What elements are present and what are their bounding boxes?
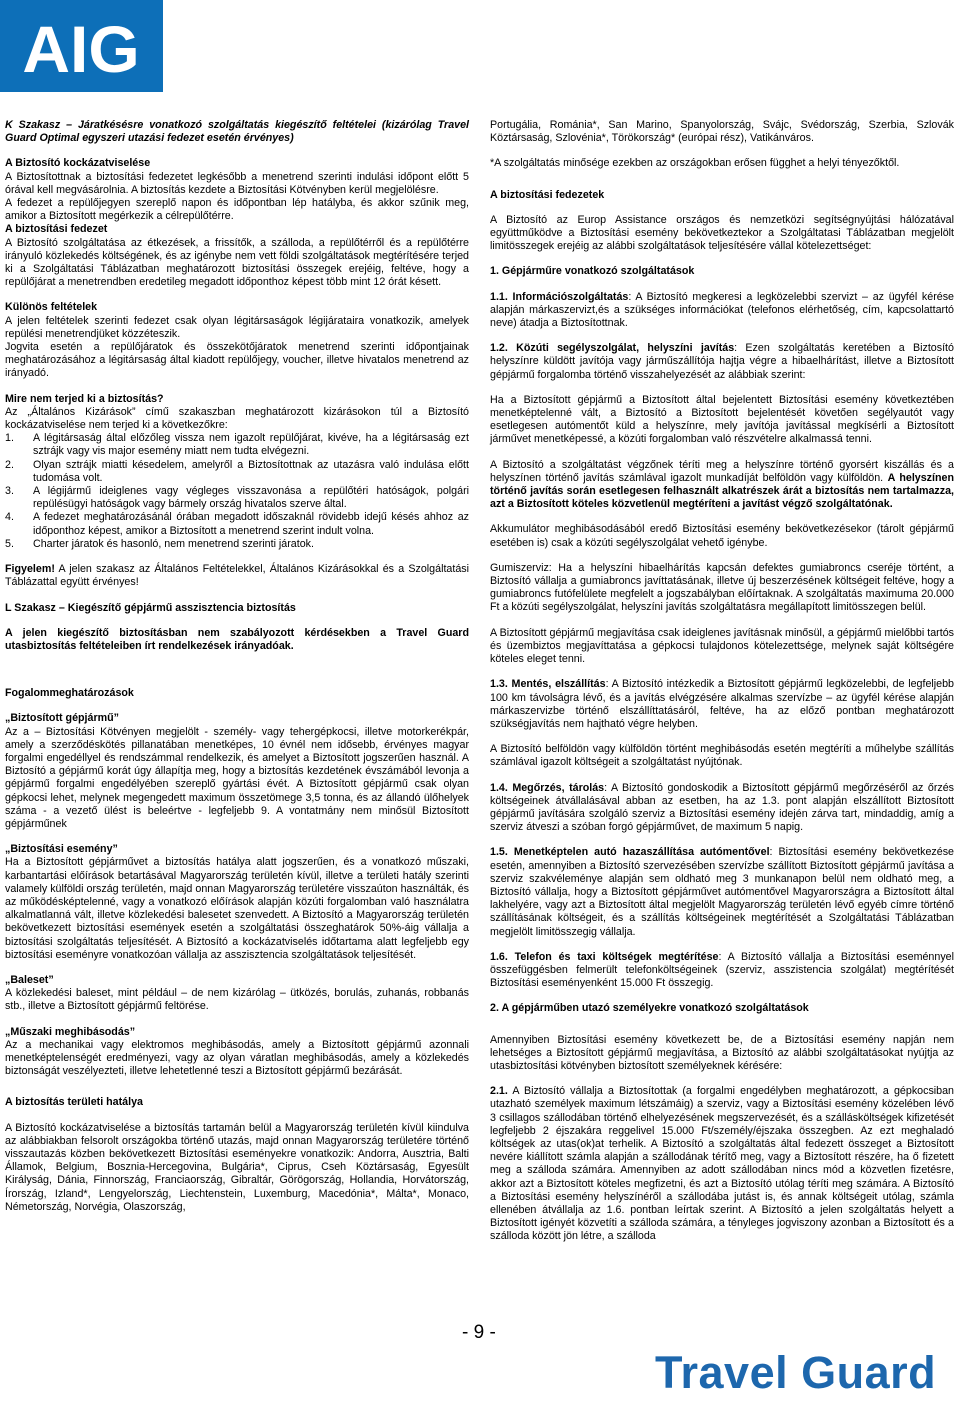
fedezetek-heading: A biztosítási fedezetek [490,188,605,201]
aig-logo-mark [0,0,163,92]
page-number: - 9 - [462,1322,496,1343]
teruleti-heading: A biztosítás területi hatálya [5,1096,143,1109]
left-column [5,119,469,1214]
section-k-title: K Szakasz – Járatkésésre vonatkozó szolgáltatás kiegészítő feltételei (kizárólag Travel Guard Optimal egyszeri utazási fedezet esetén érvényes) [5,119,469,145]
section-1-3-paragraph-2: A Biztosító belföldön vagy külföldön történt meghibásodás esetén megtéríti a műhelybe szállítás számlával igazolt költségeit a szolgáltatást nyújtónak. [490,743,954,769]
section-2-1: 2.1. A Biztosító vállalja a Biztosítottak (a forgalmi engedélyben meghatározott, a gépkocsiban utazható személyek maximum létszámáig) a szerviz, vagy a Biztosítási esemény közelében lévő 3 csillagos szállodában történő elhelyezésének megszervezését, és a szállásköltségek kifizetését legfeljebb 2 éjszakára reggelivel 15.000 Ft/személy/éjszaka összegben. Az ezt meghaladó költségek az utas(ok)at terhelik. A Biztosító a szolgáltatás által fedezett összeget a Biztosított nevére kiállított számla alapján a szállodának térítő meg, vagy a Biztosított részére, ha ő fizetett meg a szálloda számára. Amennyiben az adott szállodában nincs mód a közvetlen fizetésre, akkor azt a Biztosított köteles megfizetni, és azt a Biztosító utólag téríti meg számára. A Biztosító a Biztosítási esemény helyszínéről a szállodába jutást is, és annak költségeit utólag, számla ellenében átvállalja az 1.6. pontban leírtak szerint. A Biztosító a jelen szolgáltatás helyett a Biztosított igényét közvetíti a szálloda számára, a tényleges jogviszony azonban a Biztosított és a szálloda között jön létre, a szálloda [490,1085,954,1243]
section-1-6: 1.6. Telefon és taxi költségek megtérítése: A Biztosító vállalja a Biztosítási eseménnyel összefüggésben felmerült telefonköltségeinek (szerviz, asszistencia szolgálat) megtérítését Biztosítási eseményenként 15.000 Ft összegig. [490,950,954,990]
teruleti-paragraph: A Biztosító kockázatviselése a biztosítás tartamán belül a Magyarország területén kívül kiindulva az alábbiakban felsorolt országokba történő utazás, majd onnan Magyarország területére történő visszautazás közben bekövetkezett Biztosítási eseményekre vonatkozik: Andorra, Ausztria, Balti Államok, Belgium, Bosznia-Hercegovina, Bulgária*, Ciprus, Cseh Köztársaság, Egyesült Királyság, Dánia, Finnország, Franciaország, Gibraltár, Görögország, Hollandia, Horvátország, Írország, Izland*, Lengyelország, Liechtenstein, Luxemburg, Macedónia*, Málta*, Monaco, Németország, Norvégia, Olaszország, [5,1121,469,1213]
fedezetek-paragraph: A Biztosító az Europ Assistance országos és nemzetközi segítségnyújtási hálózatával együttműködve a Biztosítási esemény bekövetkeztekor a Szolgáltatasi Táblázatban megjelölt limitösszegek erejéig az alábbi szolgáltatások teljesítésére vállal kötelezettséget: [490,213,954,253]
aig-logo [0,0,163,92]
section-l-intro: A jelen kiegészítő biztosításban nem szabályozott kérdésekben a Travel Guard utasbiztosítás feltételeiben írt rendelkezések irányadóak. [5,626,469,652]
gepjarmu-paragraph: Az a – Biztosítási Kötvényen megjelölt - személy- vagy tehergépkocsi, illetve motorkerékpár, amely a szerződéskötés pillanatában menetképes, 10 évnél nem idősebb, érvényes magyar forgalmi engedéllyel és rendszámmal rendelkezik, és amelyet a Biztosított jogszerűen használ. A Biztosító a gépjármű korát úgy állapítja meg, hogy a biztosítás kezdetének évszámából levonja a gépjármű forgalmi engedélyében szereplő gyártási évét. A Biztosított gépjármű csak olyan gépkocsi lehet, melynek megengedett maximum összetömege 3,5 tonna, és az állandó ülőhelyek száma - a vezető ülést is beleértve - legfeljebb 9. A vontatmány nem minősül Biztosított gépjárműnek [5,725,469,830]
fogalom-heading: Fogalommeghatározások [5,687,134,700]
kulonos-paragraph-2: Jogvita esetén a repülőjáratok és összekötőjáratok menetrend szerinti időpontjainak meghatározásához a légitársaság által kiadott repülőjegy, voucher, illetve hivatalos menetrend az irányadó. [5,341,469,380]
kulonos-paragraph-1: A jelen feltételek szerinti fedezet csak olyan légitársaságok légijárataira vonatkozik, amelyek repülési menetrendjüket közzéteszik. [5,314,469,340]
section-1-1: 1.1. Információszolgáltatás: A Biztosító megkeresi a legközelebbi szervizt – az ügyfél kérése alapján márkaszervizt,és a szükséges információkat (telefonos elérhetőség, cím, kapcsolattartó neve) átadja a Biztosítottnak. [490,290,954,330]
kockazat-paragraph-2: A fedezet a repülőjegyen szereplő napon és időpontban lép hatályba, és akkor szűnik meg, amikor a Biztosított megérkezik a célrepülőtérre. [5,197,469,223]
baleset-paragraph: A közlekedési baleset, mint például – de nem kizárólag – ütközés, borulás, zuhanás, robbanás stb., illetve a Biztosított gépjármű feltörése. [5,987,469,1013]
muszaki-heading: „Műszaki meghibásodás” [5,1025,136,1038]
esemeny-heading: „Biztosítási esemény” [5,843,118,856]
fedezet-heading: A biztosítási fedezet [5,223,108,236]
section-2-heading: 2. A gépjárműben utazó személyekre vonatkozó szolgáltatások [490,1002,809,1015]
exclusion-item: 3. A légijármű ideiglenes vagy végleges visszavonása a repülőtéri hatóságok, polgári repülésügyi hatóságok vagy bármely ország hivatalos szerve által. [5,485,469,511]
figyelem-note: Figyelem! A jelen szakasz az Általános Feltételekkel, Általános Kizárásokkal és a Szolgáltatási Táblázattal együtt érvényes! [5,563,469,589]
exclusion-list [5,432,469,551]
section-1-heading: 1. Gépjárműre vonatkozó szolgáltatások [490,265,695,278]
section-1-2-paragraph-3: A Biztosító a szolgáltatást végzőnek téríti meg a helyszínre történő gyorsért kiszállás és a helyszínen történő javítás számlával igazolt munkadíját belföldön vagy külföldön. A helyszínen történő javítás során esetlegesen felhasznált alkatrészek árát a biztosítás nem tartalmazza, azt a Biztosított köteles közvetlenül megtéríteni a javítást végző szolgáltatónak. [490,458,954,511]
section-1-2: 1.2. Közúti segélyszolgálat, helyszíni javítás: Ezen szolgáltatás keretében a Biztosító helyszínre küldött javítója vagy járműszállítója hajtja végre a hibaelhárítást, illetve a Biztosított gépjármű forgalomba történő visszahelyezését az alábbiak szerint: [490,342,954,381]
exclusion-item: 1. A légitársaság által előzőleg vissza nem igazolt repülőjárat, kivéve, ha a légitársaság ezt sztrájk vagy vis major esemény miatt nem tudta elvégezni. [5,432,469,458]
right-column [490,119,954,1244]
travel-guard-logo: Travel Guard [655,1347,937,1398]
section-1-2-paragraph-5: Gumiszerviz: Ha a helyszíni hibaelhárítás kapcsán defektes gumiabroncs cseréje történt, a Biztosító vállalja a gumiabroncs javíttatásának, illetve új beszerzésének költségeit feltéve, hogy a gumiabroncs futófelülete megfelelt a jogszabályban előírtaknak. A szolgáltatás maximuma 20.000 Ft a közúti segélyszolgálat, helyszíni javítás szolgáltatásra megállapított limitösszegen belül. [490,561,954,614]
mire-paragraph: Az „Általános Kizárások” című szakaszban meghatározott kizárásokon túl a Biztosító kockázatviselése nem terjed ki a következőkre: [5,405,469,432]
aig-logo-text: AIG [22,12,140,86]
exclusion-item: 2. Olyan sztrájk miatti késedelem, amelyről a Biztosítottnak az utazásra való indulása előtt tudomása volt. [5,458,469,484]
section-1-2-paragraph-4: Akkumulátor meghibásodásából eredő Biztosítási esemény bekövetkezésekor (tárolt gépjármű esetében is) csak a közúti segélyszolgálat vehető igénybe. [490,523,954,549]
section-1-2-paragraph-2: Ha a Biztosított gépjármű a Biztosított által bejelentett Biztosítási esemény következtében menetképtelenné vált, a Biztosító a Biztosított bejelentését követően segélyautót vagy esetlegesen autómentőt küld a helyszínre, mely javítója javítással megkísérli a Biztosított járművet menetképessé, a közúti forgalomban való részvételre alkalmassá tenni. [490,393,954,446]
section-1-3: 1.3. Mentés, elszállítás: A Biztosító intézkedik a Biztosított gépjármű legközelebbi, de legfeljebb 100 km távolságra lévő, és a javítás elvégzésére alkalmas szervízbe – az ügyfél kérése alapján márkaszervizbe történő elszállíttatásáról, feltéve, ha az előző pontban meghatározott szükségjavítás nem hajtható végre helyben. [490,678,954,730]
muszaki-paragraph: Az a mechanikai vagy elektromos meghibásodás, amely a Biztosított gépjármű azonnali menetképtelenségét eredményezi, vagy az olyan váratlan meghibásodás, amely a közlekedés biztonságát veszélyezteti, illetve lehetetlenné teszi a Biztosított gépjármű bezárását. [5,1038,469,1078]
countries-continued: Portugália, Románia*, San Marino, Spanyolország, Svájc, Svédország, Szerbia, Szlovák Köztársaság, Szlovénia*, Törökország* (európai rész), Vatikánváros. [490,119,954,145]
quality-note: *A szolgáltatás minősége ezekben az országokban erősen függhet a helyi tényezőktől. [490,157,900,170]
section-1-2-paragraph-6: A Biztosított gépjármű megjavítása csak ideiglenes javításnak minősül, a gépjármű mielőbbi tartós és üzembiztos megjavíttatása a gépkocsi tulajdonos kötelezettsége, melynek saját költségére köteles eleget tenni. [490,626,954,666]
exclusion-item: 4. A fedezet meghatározásánál órában megadott időszaknál rövidebb idejű késés ahhoz az időponthoz képest, amikor a Biztosított a menetrend szerint indult volna. [5,511,469,537]
section-l-title: L Szakasz – Kiegészítő gépjármű asszisztencia biztosítás [5,601,296,614]
section-1-4: 1.4. Megőrzés, tárolás: A Biztosító gondoskodik a Biztosított gépjármű megőrzéséről az őrzés költségeinek átvállalásával abban az esetben, ha az 1.3. pont alapján elszállított Biztosított gépjármű javítására szolgáló szerviz a Biztosítási esemény idején zárva tart, mindaddig, amíg a szerviz átveszi a szóban forgó gépjárművet, de maximum 5 napig. [490,781,955,834]
exclusion-item: 5. Charter járatok és hasonló, nem menetrend szerinti járatok. [5,537,314,550]
mire-heading: Mire nem terjed ki a biztosítás? [5,392,164,405]
section-2-paragraph: Amennyiben Biztosítási esemény következett be, de a Biztosítási esemény napján nem lehetséges a Biztosított gépjármű megjavítása, a Biztosító az alábbi szolgáltatásokat nyújtja az utasbiztosítási kötvényben biztosított személyeknek kérésére: [490,1033,954,1072]
gepjarmu-heading: „Biztosított gépjármű” [5,712,119,725]
kulonos-heading: Különös feltételek [5,301,98,314]
esemeny-paragraph: Ha a Biztosított gépjárművet a biztosítás hatálya alatt jogszerűen, és a vonatkozó műszaki, karbantartási előírások betartásával Magyarország területén kívül, illetve a területi hatály szerinti valamely külföldi ország területén, majd onnan Magyarország területére visszaúton használták, és az működésképtelenné, vagy a vonatkozó előírások alapján közúti forgalomban való használatra alkalmatlanná vált, illetve közlekedési balesetet szenvedett. A Biztosító a Magyarország területén bekövetkezett biztosítási események esetén a szolgáltatási összeghatárok 50%-áig vállalja a biztosítási szolgáltatás teljesítését. A Biztosító a kockázatviselés időtartama alatt legfeljebb egy biztosítási eseményre vonatkozóan vállalja az asszisztencia szolgáltatások teljesítését. [5,856,469,961]
fedezet-paragraph: A Biztosító szolgáltatása az étkezések, a frissítők, a szálloda, a repülőtérről és a repülőtérre irányuló közlekedés költségének, és az igénybe nem vett földi szolgáltatások megtérítésére terjed ki a Szolgáltatási Táblázatban meghatározott biztosítási összegek erejéig, feltéve, hogy a repülőjárat a menetrendben eredetileg megadott időponthoz képest több mint 12 órát késett. [5,236,469,289]
baleset-heading: „Baleset” [5,973,54,986]
kockazat-paragraph-1: A Biztosítottnak a biztosítási fedezetet legkésőbb a menetrend szerinti indulási időpont előtt 5 órával kell megvásárolnia. A biztosítás kezdete a Biztosítási Kötvényben kerül megjelölésre. [5,170,469,196]
section-1-5: 1.5. Menetképtelen autó hazaszállítása autómentővel: Biztosítási esemény bekövetkezése esetén, amennyiben a Biztosító szervezésében szervízbe szállított Biztosított gépjármű javítása a szerviz szakvéleménye alapján sem oldható meg 3 munkanapon belül nem oldható meg, a Biztosító vállalja, hogy a Biztosított gépjárművet autómentővel Magyarországra a Biztosított által lakhelyére, vagy azt a Biztosított által megjelölt Magyarország területén lévő egyéb címre történő szállításának költségeit, és a szállítás költségeinek megtérítését a Szolgáltatási Táblázatban megjelölt limitösszegig vállalja. [490,846,954,938]
kockazat-heading: A Biztosító kockázatviselése [5,157,151,170]
